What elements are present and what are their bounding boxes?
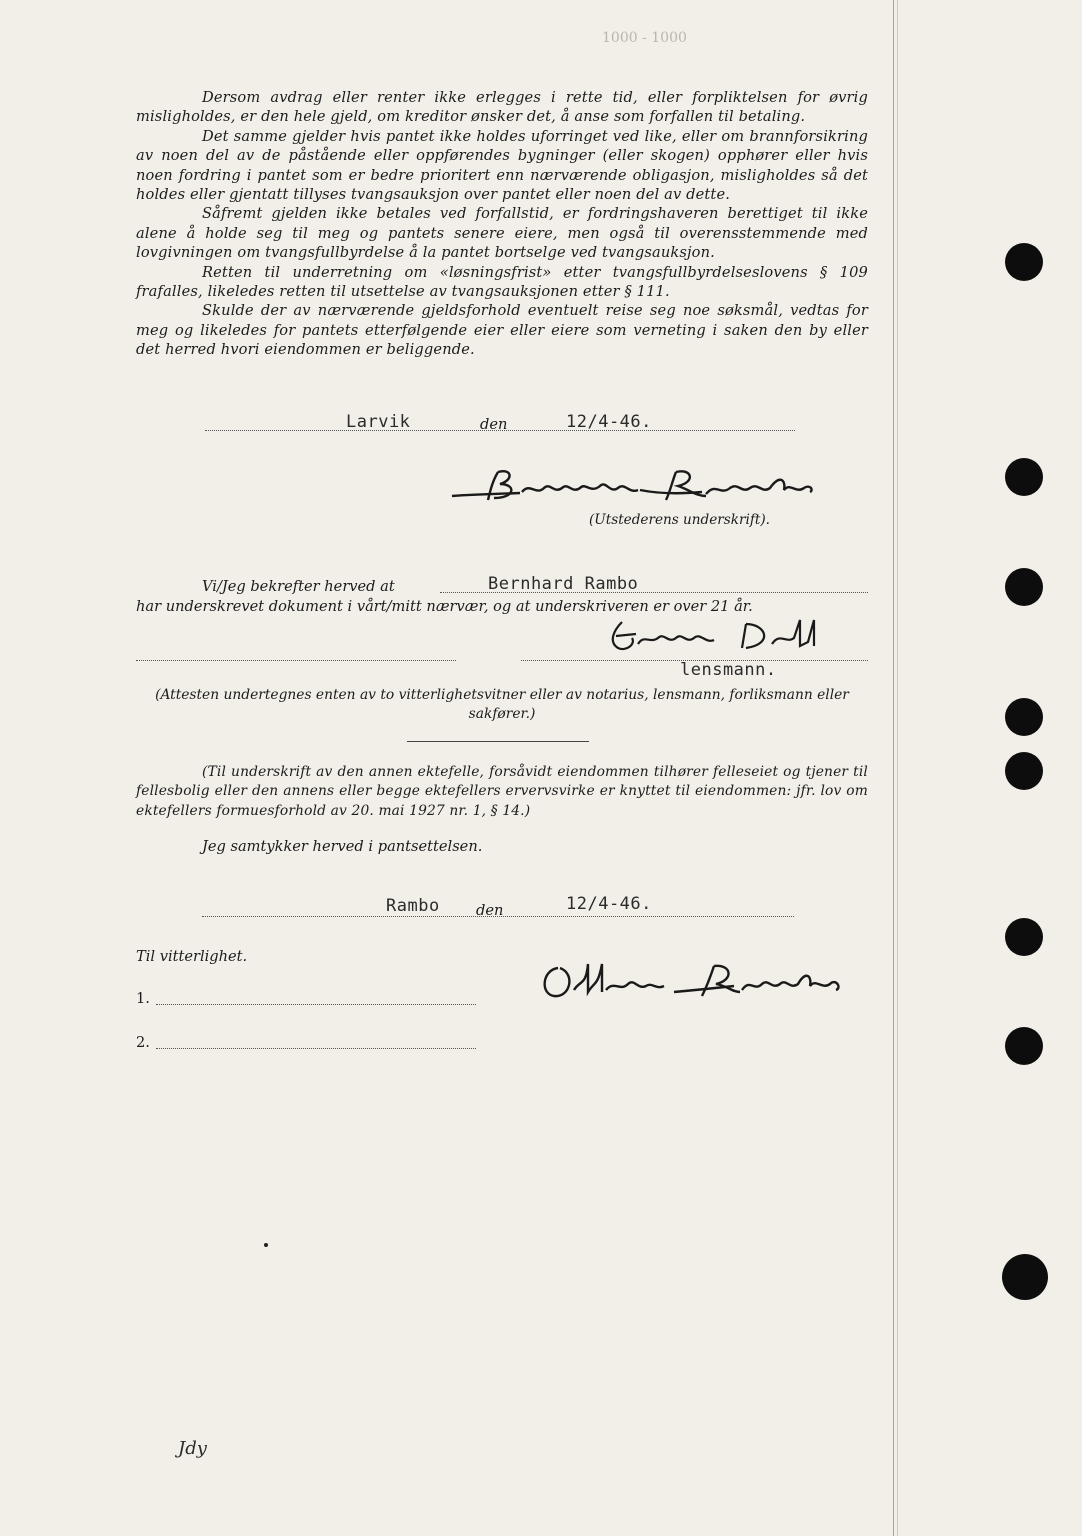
margin-rule-secondary xyxy=(897,0,898,1536)
issuer-signature xyxy=(440,460,830,520)
binder-hole xyxy=(1002,1254,1048,1300)
den-label-2: den xyxy=(476,902,504,919)
attest-note: (Attesten undertegnes enten av to vitterlighetsvitner eller av notarius, lensmann, forliksmann eller sakfører.) xyxy=(155,687,849,723)
clause-foreclosure: Såfremt gjelden ikke betales ved forfallstid, er fordringshaveren berettiget til ikke alene å holde seg til meg og pantets senere eiere, men også til overensstemmende med lovgivningen om tvangsfullbyrdelse å la pantet bortselge ved tvangsauksjon. xyxy=(136,205,868,262)
issuer-caption: (Utstederens underskrift). xyxy=(589,512,770,528)
witness-line-left xyxy=(136,660,456,661)
witness-line-1 xyxy=(156,1004,476,1005)
terms-clauses xyxy=(136,88,868,360)
binder-hole xyxy=(1005,568,1043,606)
confirm-name: Bernhard Rambo xyxy=(488,574,639,594)
confirm-rest: har underskrevet dokument i vårt/mitt nærvær, og at underskriveren er over 21 år. xyxy=(136,598,753,615)
witness-number-1: 1. xyxy=(136,990,150,1007)
binder-hole xyxy=(1005,458,1043,496)
spouse-note: (Til underskrift av den annen ektefelle, forsåvidt eiendommen tilhører felleseiet og tjener til fellesbolig eller den annens eller begge ektefellers ervervsvirke er knyttet til eiendommen: jfr. lov om ektefellers formuesforhold av 20. mai 1927 nr. 1, § 14.) xyxy=(136,764,868,819)
binder-hole xyxy=(1005,698,1043,736)
ink-dot xyxy=(264,1243,268,1247)
place-field-2: Rambo xyxy=(386,896,440,916)
witness-number-2: 2. xyxy=(136,1034,150,1051)
den-label: den xyxy=(480,416,508,433)
clause-notice: Retten til underretning om «løsningsfrist» etter tvangsfullbyrdelseslovens § 109 frafalles, likeledes retten til utsettelse av tvangsauksjonen etter § 111. xyxy=(136,263,868,301)
vitterlighet-label: Til vitterlighet. xyxy=(136,948,248,965)
binder-hole xyxy=(1005,243,1043,281)
margin-rule xyxy=(893,0,894,1536)
spouse-signature xyxy=(536,956,872,1008)
date-field-2: 12/4-46. xyxy=(566,894,652,914)
consent-text: Jeg samtykker herved i pantsettelsen. xyxy=(202,838,483,855)
corner-mark: Jdy xyxy=(178,1438,207,1459)
clause-insurance: Det samme gjelder hvis pantet ikke holdes uforringet ved like, eller om brannforsikring av noen del av de påstående eller oppførendes bygninger (eller skogen) opphører eller hvis noen fordring i pantet som er bedre prioritert enn nærværende obligasjon, misligholdes så det holdes eller gjentatt tillyses tvangsauksjon over pantet eller noen del av dette. xyxy=(136,127,868,204)
date-field: 12/4-46. xyxy=(566,412,652,432)
separator-rule xyxy=(407,741,589,742)
spouse-note-block xyxy=(136,763,868,821)
confirm-prefix: Vi/Jeg bekrefter herved at xyxy=(202,578,395,595)
witness-line-2 xyxy=(156,1048,476,1049)
confirm-name-line xyxy=(440,592,868,593)
place-field: Larvik xyxy=(346,412,411,432)
witness-title: lensmann. xyxy=(680,660,777,680)
clause-venue: Skulde der av nærværende gjeldsforhold eventuelt reise seg noe søksmål, vedtas for meg og likeledes for pantets etterfølgende eier eller eiere som verneting i saken den by eller det herred hvori eiendommen er beliggende. xyxy=(136,302,868,359)
witness-signature xyxy=(596,610,846,662)
clause-default: Dersom avdrag eller renter ikke erlegges i rette tid, eller forpliktelsen for øvrig misligholdes, er den hele gjeld, om kreditor ønsker det, å anse som forfallen til betaling. xyxy=(136,89,868,126)
binder-hole xyxy=(1005,1027,1043,1065)
page-mark: 1000 - 1000 xyxy=(602,30,687,46)
binder-hole xyxy=(1005,752,1043,790)
binder-hole xyxy=(1005,918,1043,956)
